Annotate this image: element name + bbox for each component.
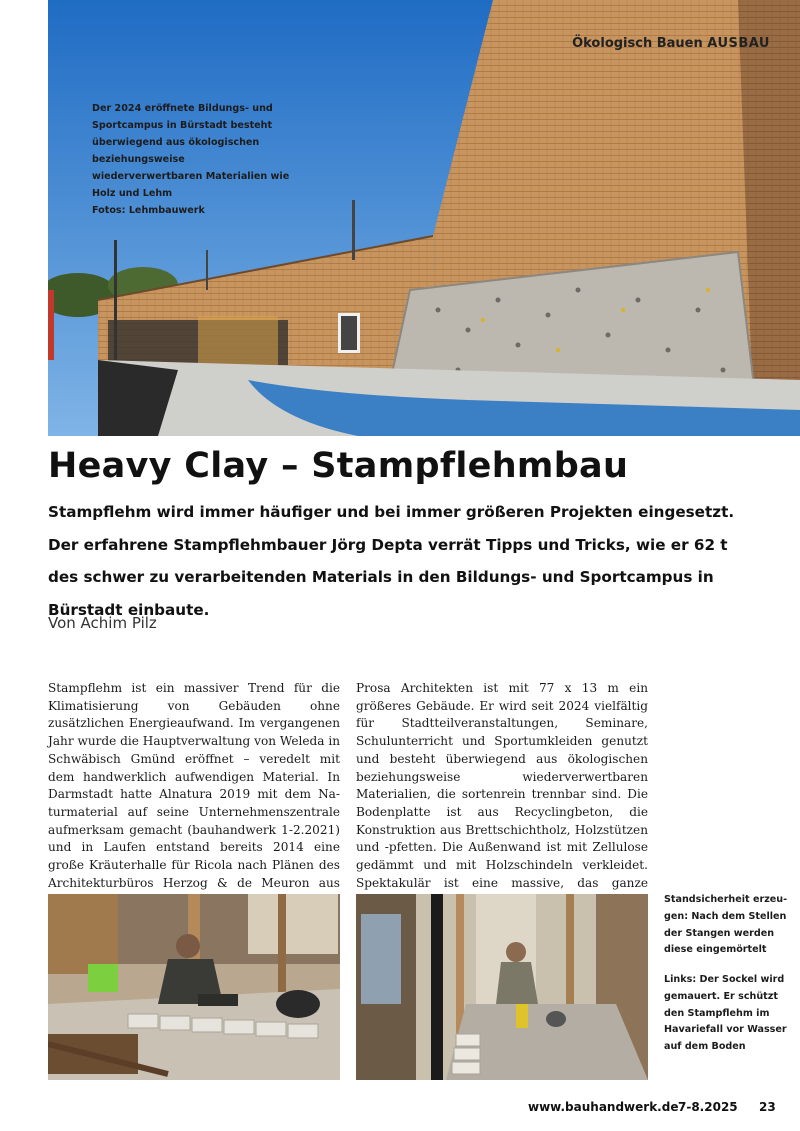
page-number: 23 (759, 1100, 776, 1114)
section-label (572, 36, 770, 51)
body-column-2: Prosa Architekten ist mit 77 x 13 m ein größeres Gebäude. Er wird seit 2024 vielfältig für Stadtteilveranstaltungen, Seminare, Schulunterricht und Sportumkleiden genutzt und besteht überwiegend aus ökologischen beziehungsweise wiederverwertbaren Materialien, die sortenrein trennbar sind. Die Bodenplatte ist aus Recyclingbeton, die Konstruktion aus Brettschichtholz, Holzstützen und -pfetten. Die Außenwand ist mit Zellulose gedämmt und mit Holzschindeln verkleidet. Spektakulär ist eine massive, das ganze (356, 681, 648, 890)
hero-caption-text: Der 2024 eröffnete Bildungs- und Sportcampus in Bürstadt besteht überwiegend aus ökologischen beziehungsweise wiederverwertbaren Materialien wie Holz und Lehm (92, 103, 290, 199)
caption-left-photo: Links: Der Sockel wird gemauert. Er schützt den Stampflehm im Havariefall vor Wasser auf dem Boden (664, 974, 787, 1053)
article-title: Heavy Clay – Stampflehmbau (48, 446, 629, 486)
photo-corridor-work (356, 894, 648, 1080)
byline: Von Achim Pilz (48, 614, 157, 632)
photo-plinth-masonry (48, 894, 340, 1080)
footer-website[interactable]: www.bauhandwerk.de (528, 1100, 679, 1114)
hero-caption (92, 100, 292, 219)
article-lede: Stampflehm wird immer häufiger und bei immer größeren Projekten eingesetzt. Der erfahrene Stampflehmbauer Jörg Depta verrät Tipps und Tricks, wie er 62 t des schwer zu verarbeitenden Materials in den Bildungs- und Sportcampus in Bürstadt einbaute. (48, 503, 735, 619)
footer-issue: 7-8.2025 (678, 1100, 738, 1114)
body-column-1: Stampflehm ist ein massiver Trend für die Klimatisierung von Gebäuden ohne zusätzlichen Energieaufwand. Im vergangenen Jahr wurde die Hauptverwaltung von Weleda in Schwäbisch Gmünd eröffnet – veredelt mit dem handwerklich aufwendigen Material. In Darmstadt hatte Alnatura 2019 mit dem Naturmaterial auf seine Unternehmenszentrale aufmerksam gemacht (bauhandwerk 1-2.2021) und in Laufen entstand bereits 2014 eine große Kräuterhalle für Ricola nach Plänen des Architekturbüros Herzog & de Meuron aus (48, 681, 340, 890)
section-tag: AUSBAU (707, 36, 770, 51)
section-prefix: Ökologisch Bauen (572, 36, 703, 51)
photo-credit: Fotos: Lehmbauwerk (92, 205, 205, 216)
caption-right-photo: Standsicherheit erzeugen: Nach dem Stellen der Stangen werden diese eingemörtelt (664, 894, 788, 956)
